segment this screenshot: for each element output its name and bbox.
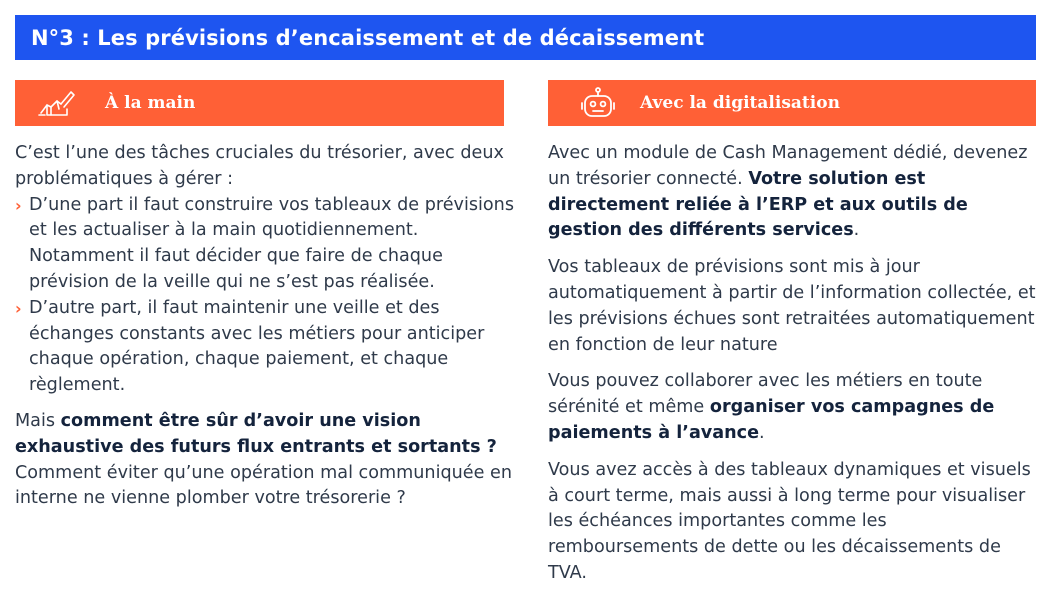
right-column-header: [548, 80, 1036, 126]
section-title: [15, 15, 1036, 60]
robot-icon: [578, 86, 618, 120]
chevron-right-icon: ›: [15, 298, 22, 318]
left-intro: C’est l’une des tâches cruciales du trésorier, avec deux problématiques à gérer :: [15, 143, 504, 189]
list-item: › D’autre part, il faut maintenir une veille et des échanges constants avec les métiers pour anticiper chaque opération, chaque paiement, et chaque règlement.: [15, 297, 485, 396]
right-paragraph-1: Avec un module de Cash Management dédié, devenez un trésorier connecté. Votre solution est directement reliée à l’ERP et aux outils de gestion des différents services.: [548, 143, 1028, 241]
section-title-text: N°3 : Les prévisions d’encaissement et de décaissement: [31, 25, 705, 50]
left-bullet-list: [15, 193, 515, 399]
chevron-right-icon: ›: [15, 195, 22, 215]
right-paragraph-4: Vous avez accès à des tableaux dynamiques et visuels à court terme, mais aussi à long terme pour visualiser les échéances importantes comme les remboursements de dette ou les décaissements de TVA.: [548, 459, 1031, 583]
left-closing: Mais comment être sûr d’avoir une vision exhaustive des futurs flux entrants et sortants ? Comment éviter qu’une opération mal communiquée en interne ne vienne plomber votre trésorerie ?: [15, 410, 512, 509]
right-paragraph-2: Vos tableaux de prévisions sont mis à jour automatiquement à partir de l’information collectée, et les prévisions échues sont retraitées automatiquement en fonction de leur nature: [548, 257, 1036, 355]
list-item: › D’une part il faut construire vos tableaux de prévisions et les actualiser à la main quotidiennement. Notamment il faut décider que faire de chaque prévision de la veille qui ne s’est pas réalisée.: [15, 194, 514, 292]
left-column-title: À la main: [105, 93, 196, 113]
left-column-body: [15, 141, 515, 523]
right-column-body: [548, 141, 1038, 598]
right-paragraph-3: Vous pouvez collaborer avec les métiers en toute sérénité et même organiser vos campagnes de paiements à l’avance.: [548, 371, 995, 443]
right-column-title: Avec la digitalisation: [640, 93, 840, 113]
writing-hand-icon: [37, 86, 77, 120]
left-column-header: [15, 80, 504, 126]
